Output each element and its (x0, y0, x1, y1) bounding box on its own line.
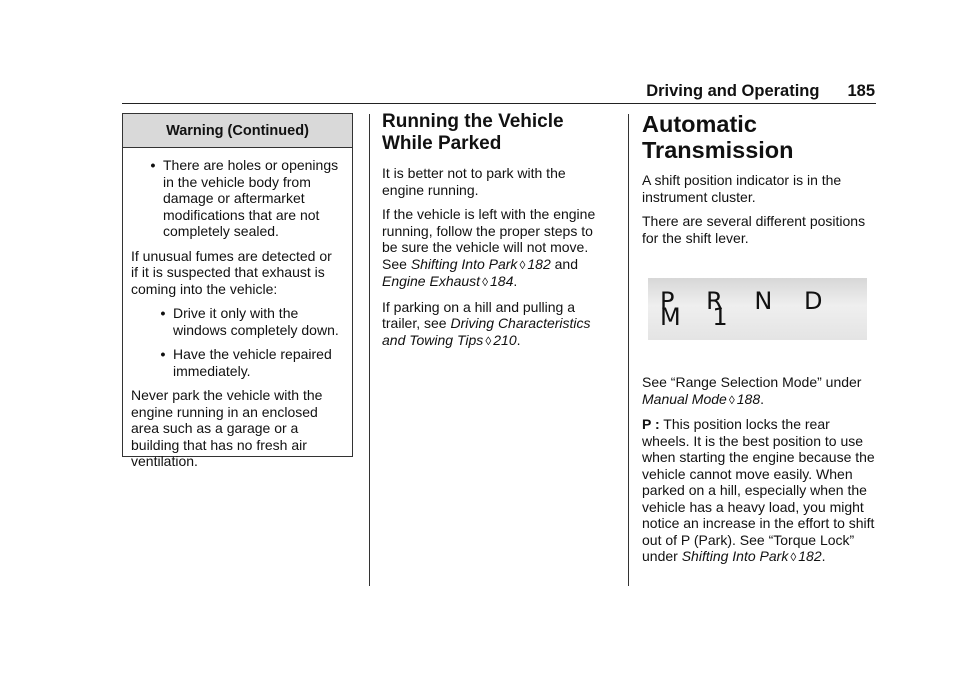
warning-box (122, 113, 353, 469)
bullet-icon: • (160, 305, 166, 321)
column-divider-2 (628, 114, 629, 586)
paragraph: See “Range Selection Mode” under Manual Mode ◊ 188. (642, 374, 862, 407)
link-driving-characteristics[interactable]: Driving Characteristics and Towing Tips (382, 315, 591, 348)
section-heading: Running the Vehicle While Parked (382, 111, 564, 154)
warning-body (123, 148, 352, 470)
park-label: P : (642, 416, 660, 432)
paragraph: If the vehicle is left with the engine running, follow the proper steps to be sure the vehicle will not move. See Shifting Into Park ◊ 182 and Engine Exhaust ◊ 184. (382, 206, 596, 289)
warning-closing: Never park the vehicle with the engine running in an enclosed area such as a garage or a building that has no fresh air ventilation. (131, 387, 323, 469)
link-engine-exhaust[interactable]: Engine Exhaust (382, 273, 481, 289)
section-heading: Automatic Transmission (642, 111, 794, 163)
list-item: • Drive it only with the windows completely down. (131, 305, 342, 338)
page-ref[interactable]: 188 (736, 390, 761, 407)
warning-title: Warning (Continued) (123, 114, 352, 148)
page-ref[interactable]: 182 (527, 255, 551, 272)
cross-ref-icon: ◊ (519, 257, 526, 272)
paragraph: It is better not to park with the engine running. (382, 165, 566, 198)
list-item: • Have the vehicle repaired immediately. (131, 346, 342, 379)
transmission-section (642, 111, 876, 574)
cross-ref-icon: ◊ (482, 275, 489, 289)
link-manual-mode[interactable]: Manual Mode (642, 390, 727, 407)
warning-intro: If unusual fumes are detected or if it is suspected that exhaust is coming into the vehicle: (131, 247, 332, 297)
paragraph: There are several different positions for the shift lever. (642, 213, 866, 246)
shift-indicator-text: P R N D M 1 (660, 286, 835, 331)
paragraph: A shift position indicator is in the instrument cluster. (642, 172, 842, 205)
link-shifting-into-park[interactable]: Shifting Into Park (681, 548, 789, 564)
header-rule (122, 103, 876, 104)
shift-indicator-illustration (648, 278, 867, 340)
page-ref[interactable]: 182 (798, 548, 822, 564)
page-ref[interactable]: 210 (493, 331, 517, 348)
bullet-icon: • (160, 346, 166, 362)
paragraph: If parking on a hill and pulling a trailer, see Driving Characteristics and Towing Tips ◊ 210. (382, 298, 591, 348)
running-section (382, 111, 610, 357)
page-header (628, 80, 875, 102)
link-shifting-into-park[interactable]: Shifting Into Park (410, 255, 518, 272)
list-item: • There are holes or openings in the vehicle body from damage or aftermarket modifications that are not completely sealed. (131, 157, 342, 240)
paragraph: P : This position locks the rear wheels. It is the best position to use when starting the engine because the vehicle cannot move easily. When parked on a hill, especially when the vehicle has a heavy load, you might notice an increase in the effort to shift out of P (Park). See “Torque Lock” under Shifting Into Park ◊ 182. (642, 416, 875, 564)
cross-ref-icon: ◊ (790, 550, 797, 564)
column-divider-1 (369, 114, 370, 586)
bullet-icon: • (150, 157, 156, 173)
section-title: Driving and Operating (646, 81, 820, 100)
cross-ref-icon: ◊ (485, 333, 492, 348)
page-number: 185 (847, 81, 875, 100)
page-ref[interactable]: 184 (490, 273, 514, 289)
cross-ref-icon: ◊ (728, 392, 735, 407)
